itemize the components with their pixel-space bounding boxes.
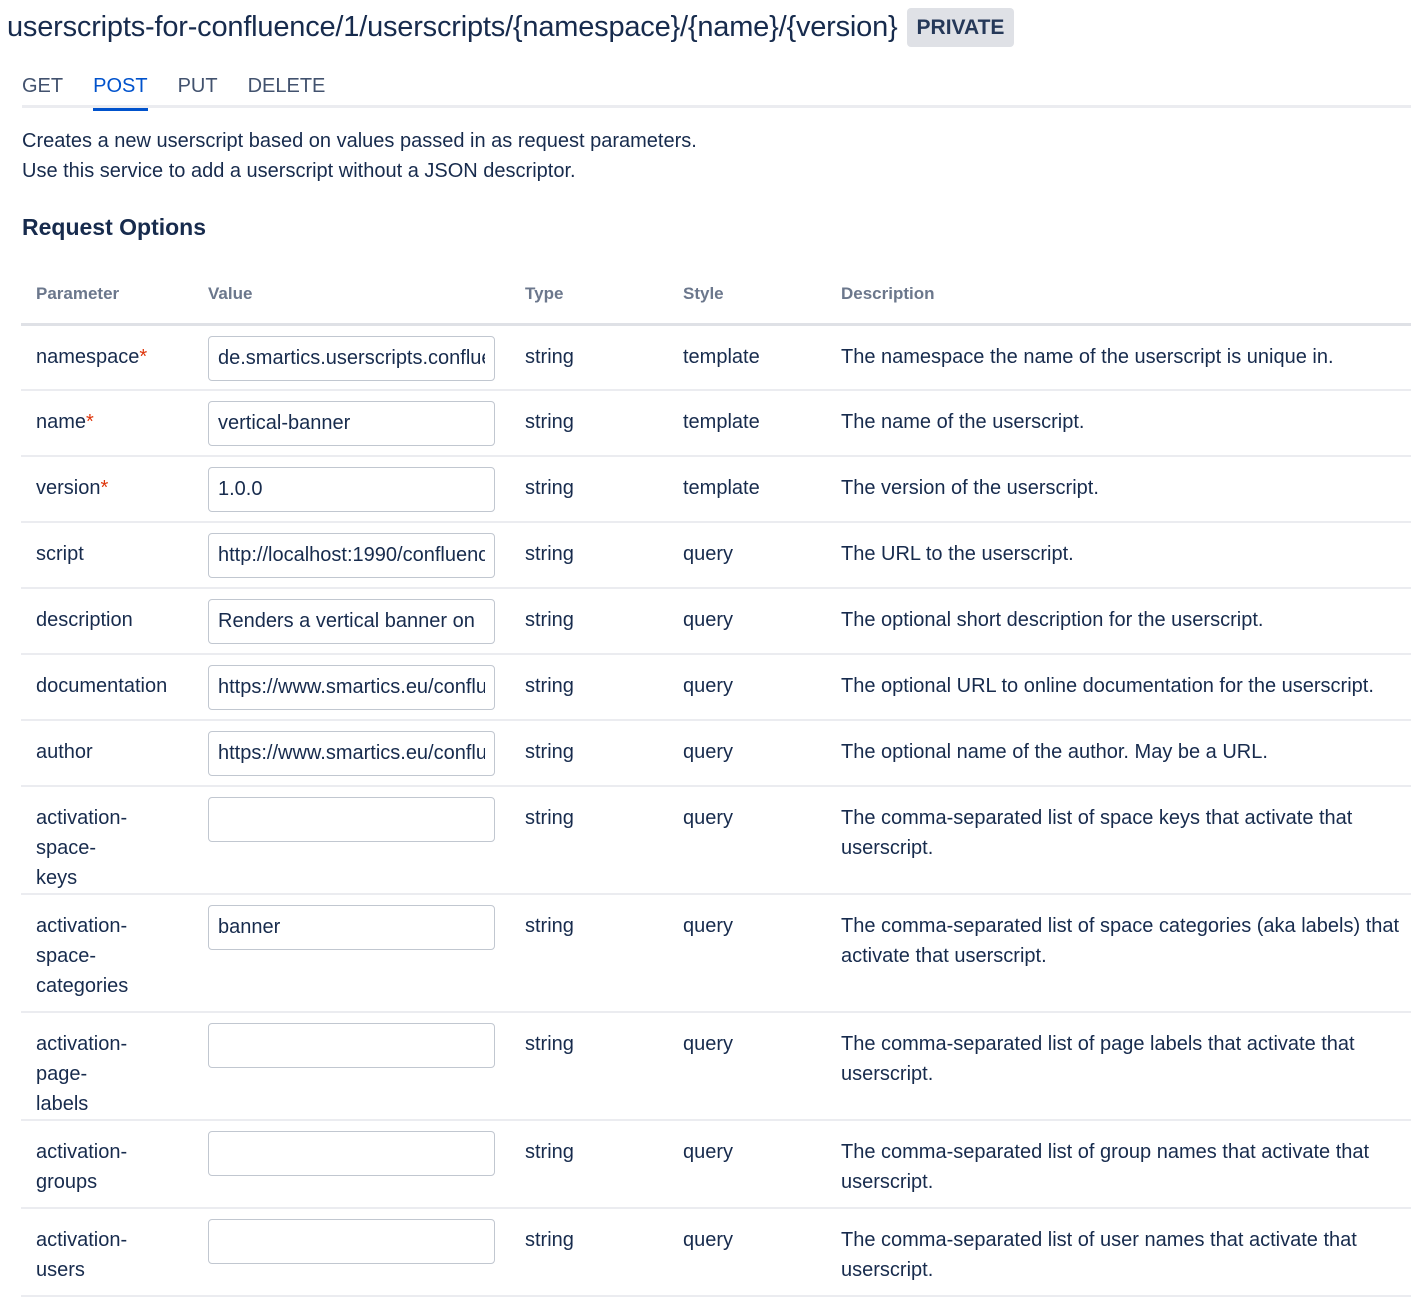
param-type: string (510, 522, 668, 588)
param-type: string (510, 654, 668, 720)
param-value-cell (193, 720, 510, 786)
param-style: query (668, 786, 826, 894)
param-type: string (510, 588, 668, 654)
param-value-cell (193, 654, 510, 720)
param-description: The optional short description for the userscript. (826, 588, 1411, 654)
param-name-cell (21, 522, 193, 588)
param-style: query (668, 1120, 826, 1208)
param-name-cell (21, 588, 193, 654)
header-type: Type (510, 266, 668, 324)
table-row (21, 1012, 1411, 1120)
param-name-cell (21, 654, 193, 720)
param-type: string (510, 1208, 668, 1296)
param-style: query (668, 588, 826, 654)
param-name-cell (21, 1120, 193, 1208)
section-title: Request Options (22, 214, 207, 240)
param-value-cell (193, 1208, 510, 1296)
param-style: query (668, 894, 826, 1012)
param-style: template (668, 390, 826, 456)
param-type: string (510, 324, 668, 390)
param-value-cell (193, 456, 510, 522)
param-style: query (668, 1012, 826, 1120)
param-type: string (510, 1012, 668, 1120)
request-options-table (21, 266, 1411, 1297)
param-name: documentation (36, 675, 168, 697)
required-asterisk: * (86, 411, 94, 433)
param-value-cell (193, 588, 510, 654)
page-title: userscripts-for-confluence/1/userscripts/{namespace}/{name}/{version} (7, 11, 898, 43)
param-type: string (510, 390, 668, 456)
table-row (21, 1120, 1411, 1208)
param-value-cell (193, 786, 510, 894)
param-description: The comma-separated list of space categories (aka labels) that activate that userscript. (826, 894, 1411, 1012)
param-description: The name of the userscript. (826, 390, 1411, 456)
param-value-cell (193, 324, 510, 390)
param-description: The URL to the userscript. (826, 522, 1411, 588)
param-value-cell (193, 894, 510, 1012)
param-name-input[interactable] (208, 401, 495, 446)
param-style: query (668, 1208, 826, 1296)
table-row (21, 588, 1411, 654)
param-value-cell (193, 522, 510, 588)
param-name-cell (21, 1012, 193, 1120)
param-description: The comma-separated list of page labels that activate that userscript. (826, 1012, 1411, 1120)
param-name-cell (21, 894, 193, 1012)
param-style: query (668, 654, 826, 720)
param-activation-groups-input[interactable] (208, 1131, 495, 1176)
param-name: activation- space- keys (36, 807, 128, 889)
param-description: The version of the userscript. (826, 456, 1411, 522)
param-name: description (36, 609, 133, 631)
table-row (21, 522, 1411, 588)
param-type: string (510, 1120, 668, 1208)
tab-put[interactable]: PUT (177, 75, 218, 97)
param-name: activation- space- categories (36, 915, 129, 997)
param-activation-space-keys-input[interactable] (208, 797, 495, 842)
table-row (21, 894, 1411, 1012)
param-description: The optional name of the author. May be a URL. (826, 720, 1411, 786)
private-badge: PRIVATE (907, 8, 1015, 47)
endpoint-description (22, 126, 697, 186)
param-activation-users-input[interactable] (208, 1219, 495, 1264)
param-name-cell (21, 720, 193, 786)
tab-post[interactable]: POST (93, 70, 147, 108)
param-value-cell (193, 1012, 510, 1120)
param-name-cell (21, 786, 193, 894)
description-line-2: Use this service to add a userscript without a JSON descriptor. (22, 160, 576, 182)
param-style: query (668, 720, 826, 786)
param-type: string (510, 786, 668, 894)
param-description-input[interactable] (208, 599, 495, 644)
tab-get[interactable]: GET (22, 75, 64, 97)
param-name-cell (21, 456, 193, 522)
param-style: template (668, 324, 826, 390)
table-row (21, 390, 1411, 456)
param-style: template (668, 456, 826, 522)
param-name-cell (21, 390, 193, 456)
param-type: string (510, 894, 668, 1012)
required-asterisk: * (100, 477, 109, 499)
param-documentation-input[interactable] (208, 665, 495, 710)
param-type: string (510, 456, 668, 522)
table-row (21, 1208, 1411, 1296)
description-line-1: Creates a new userscript based on values passed in as request parameters. (22, 130, 697, 152)
tab-delete[interactable]: DELETE (247, 75, 326, 97)
table-header-row (21, 266, 1411, 324)
param-activation-page-labels-input[interactable] (208, 1023, 495, 1068)
param-description: The optional URL to online documentation for the userscript. (826, 654, 1411, 720)
header-parameter: Parameter (21, 266, 193, 324)
header-description: Description (826, 266, 1411, 324)
param-description: The namespace the name of the userscript is unique in. (826, 324, 1411, 390)
table-row (21, 786, 1411, 894)
param-name: activation- users (36, 1229, 128, 1281)
param-description: The comma-separated list of user names that activate that userscript. (826, 1208, 1411, 1296)
param-activation-space-categories-input[interactable] (208, 905, 495, 950)
param-name: namespace (36, 345, 140, 368)
table-row (21, 654, 1411, 720)
required-asterisk: * (139, 345, 148, 368)
param-author-input[interactable] (208, 731, 495, 776)
header-value: Value (193, 266, 510, 324)
param-script-input[interactable] (208, 533, 495, 578)
param-namespace-input[interactable] (208, 336, 495, 381)
method-tabs (22, 70, 1411, 108)
param-description: The comma-separated list of space keys that activate that userscript. (826, 786, 1411, 894)
table-row (21, 456, 1411, 522)
param-value-cell (193, 390, 510, 456)
param-name: name (36, 411, 87, 433)
param-name: script (36, 543, 84, 565)
param-name: author (36, 741, 93, 763)
param-style: query (668, 522, 826, 588)
param-value-cell (193, 1120, 510, 1208)
param-description: The comma-separated list of group names that activate that userscript. (826, 1120, 1411, 1208)
param-name: activation- groups (36, 1141, 128, 1193)
title-row (7, 6, 1014, 48)
header-style: Style (668, 266, 826, 324)
param-name: version (36, 477, 101, 499)
table-row (21, 324, 1411, 390)
param-type: string (510, 720, 668, 786)
param-name-cell (21, 324, 193, 390)
param-name: activation- page- labels (36, 1033, 128, 1115)
table-row (21, 720, 1411, 786)
param-name-cell (21, 1208, 193, 1296)
param-version-input[interactable] (208, 467, 495, 512)
